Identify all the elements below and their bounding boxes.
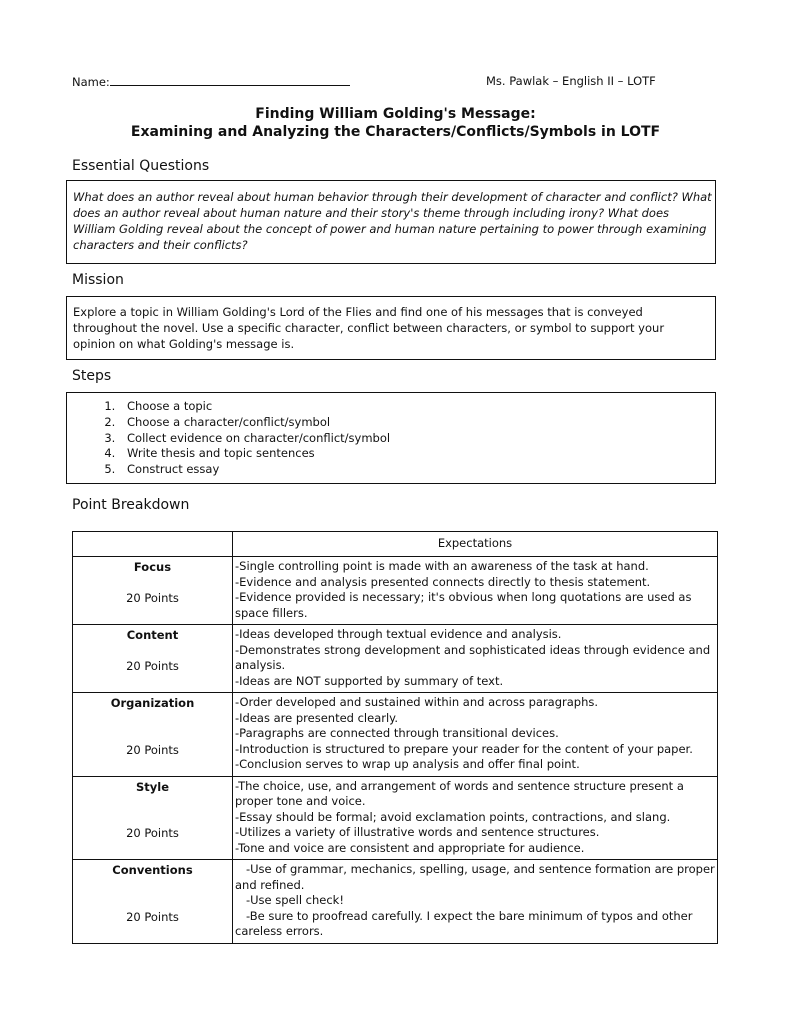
step-item: 4. Write thesis and topic sentences	[119, 446, 715, 462]
criterion-points: 20 Points	[126, 909, 179, 924]
expectation-line: -Ideas developed through textual evidence and analysis.	[235, 627, 562, 641]
criterion-cell	[73, 776, 233, 860]
criterion-name: Focus	[133, 560, 172, 574]
rubric-header-row	[73, 532, 718, 557]
name-field[interactable]	[72, 74, 350, 89]
criterion-cell	[73, 557, 233, 625]
expectation-line: -Ideas are presented clearly.	[235, 710, 398, 725]
point-breakdown-heading: Point Breakdown	[72, 497, 190, 513]
essential-questions-text: What does an author reveal about human behavior through their development of character and conflict? What does an author reveal about human nature and their story's theme through including irony? What does William Golding reveal about the concept of power and human nature pertaining to power through examining characters and their conflicts?	[73, 190, 712, 252]
expectation-line: -Tone and voice are consistent and appropriate for audience.	[235, 840, 585, 855]
step-item: 2. Choose a character/conflict/symbol	[119, 415, 715, 431]
expectation-line: -Utilizes a variety of illustrative words and sentence structures.	[235, 825, 600, 839]
expectation-line: -Order developed and sustained within and across paragraphs.	[235, 695, 599, 709]
criterion-points: 20 Points	[126, 826, 179, 840]
criterion-name: Organization	[110, 696, 195, 710]
rubric-row-content	[73, 625, 718, 693]
mission-heading: Mission	[72, 272, 124, 288]
steps-box	[66, 392, 716, 484]
criterion-name: Content	[126, 628, 179, 642]
essential-questions-heading: Essential Questions	[72, 158, 210, 174]
expectation-line: -Introduction is structured to prepare your reader for the content of your paper.	[235, 741, 693, 756]
criterion-points: 20 Points	[126, 590, 179, 605]
expectations-cell	[233, 776, 718, 860]
title-line-2: Examining and Analyzing the Characters/Conflicts/Symbols in LOTF	[130, 124, 661, 140]
expectation-line: -Use spell check!	[235, 893, 344, 907]
expectation-line: -Essay should be formal; avoid exclamation points, contractions, and slang.	[235, 809, 671, 824]
steps-list	[67, 399, 715, 478]
criterion-cell	[73, 693, 233, 777]
title-line-1: Finding William Golding's Message:	[255, 106, 536, 122]
rubric-row-style	[73, 776, 718, 860]
name-blank-line[interactable]	[110, 74, 350, 86]
mission-box	[66, 296, 716, 360]
expectation-line: -Demonstrates strong development and sophisticated ideas through evidence and analysis.	[235, 642, 711, 672]
essential-questions-box	[66, 180, 716, 264]
teacher-course-label: Ms. Pawlak – English II – LOTF	[486, 74, 656, 88]
expectation-line: -Ideas are NOT supported by summary of text.	[235, 673, 504, 688]
rubric-row-conventions	[73, 860, 718, 944]
expectation-line: -Use of grammar, mechanics, spelling, usage, and sentence formation are proper and refined.	[235, 862, 719, 892]
step-item: 5. Construct essay	[119, 462, 715, 478]
criterion-cell	[73, 860, 233, 944]
expectation-line: -The choice, use, and arrangement of words and sentence structure present a proper tone and voice.	[235, 778, 684, 808]
step-item: 3. Collect evidence on character/conflict/symbol	[119, 431, 715, 447]
rubric-row-focus	[73, 557, 718, 625]
expectations-cell	[233, 693, 718, 777]
expectation-line: -Evidence and analysis presented connects directly to thesis statement.	[235, 574, 651, 589]
expectation-line: -Conclusion serves to wrap up analysis and offer final point.	[235, 757, 580, 771]
expectation-line: -Single controlling point is made with an awareness of the task at hand.	[235, 559, 649, 573]
expectation-line: -Evidence provided is necessary; it's obvious when long quotations are used as space fillers.	[235, 590, 692, 620]
step-item: 1. Choose a topic	[119, 399, 715, 415]
steps-heading: Steps	[72, 368, 112, 384]
criterion-points: 20 Points	[126, 742, 179, 757]
rubric-table	[72, 531, 718, 944]
expectation-line: -Be sure to proofread carefully. I expect the bare minimum of typos and other careless errors.	[235, 908, 697, 938]
criterion-name: Conventions	[112, 863, 193, 877]
name-label: Name:	[72, 75, 110, 89]
criterion-cell	[73, 625, 233, 693]
expectations-cell	[233, 625, 718, 693]
rubric-row-organization	[73, 693, 718, 777]
expectations-header: Expectations	[233, 532, 718, 557]
expectations-cell	[233, 860, 718, 944]
criterion-points: 20 Points	[126, 658, 179, 673]
expectation-line: -Paragraphs are connected through transitional devices.	[235, 726, 559, 740]
expectations-cell	[233, 557, 718, 625]
rubric-corner-cell	[73, 532, 233, 557]
criterion-name: Style	[135, 779, 170, 794]
mission-text: Explore a topic in William Golding's Lord of the Flies and find one of his messages that is conveyed throughout the novel. Use a specific character, conflict between characters, or symbol to support your opinion on what Golding's message is.	[73, 305, 665, 351]
